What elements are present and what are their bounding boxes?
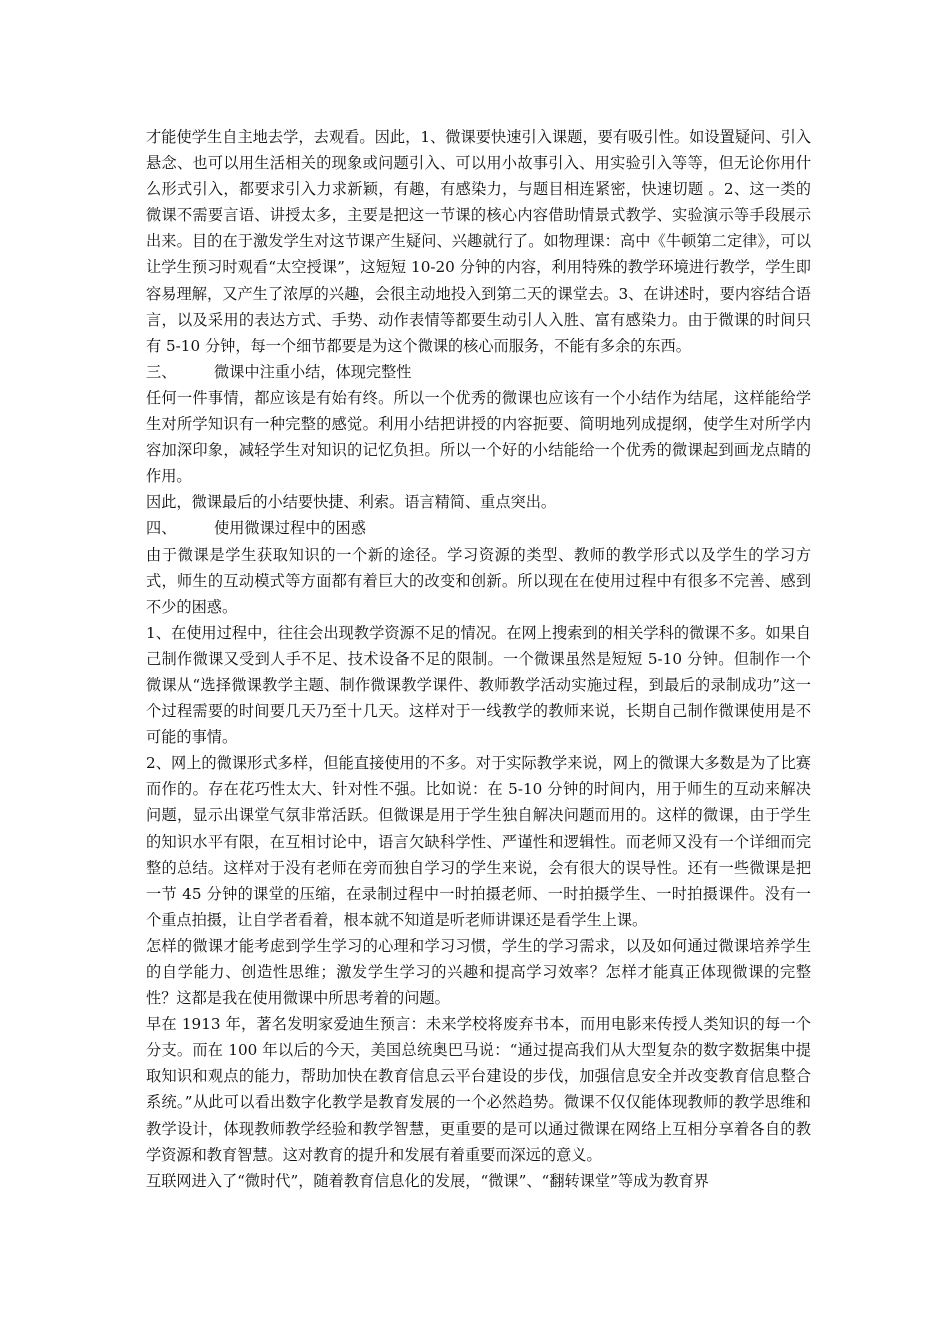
section-number-3: 三、 (146, 362, 177, 381)
paragraph-edison: 早在 1913 年，著名发明家爱迪生预言：未来学校将废弃书本，而用电影来传授人类知识的每一个分支。而在 100 年以后的今天，美国总统奥巴马说：“通过提高我们从大型复杂的数字数据集中提取知识和观点的能力，帮助加快在教育信息云平台建设的步伐，加强信息安全并改变教育信息整合系统。”从此可以看出数字化教学是教育发展的一个必然趋势。微课不仅仅能体现教师的教学思维和教学设计，体现教师教学经验和教学智慧，更重要的是可以通过微课在网络上互相分享着各自的教学资源和教育智慧。这对教育的提升和发展有着重要而深远的意义。 (146, 1015, 811, 1164)
section-number-4: 四、 (146, 519, 177, 538)
section-title-3: 微课中注重小结，体现完整性 (214, 362, 412, 381)
document-body (146, 124, 811, 1194)
paragraph-summary-2: 因此，微课最后的小结要快捷、利索。语言精简、重点突出。 (146, 493, 557, 512)
section-title-4: 使用微课过程中的困惑 (214, 519, 366, 538)
section-heading-3 (146, 359, 811, 385)
paragraph-summary-1: 任何一件事情，都应该是有始有终。所以一个优秀的微课也应该有一个小结作为结尾，这样能给学生对所学知识有一种完整的感觉。利用小结把讲授的内容扼要、简明地列成提纲，使学生对所学内容加深印象，减轻学生对知识的记忆负担。所以一个好的小结能给一个优秀的微课起到画龙点睛的作用。 (146, 388, 811, 486)
paragraph-intro: 才能使学生自主地去学，去观看。因此，1、微课要快速引入课题，要有吸引性。如设置疑问、引入悬念、也可以用生活相关的现象或问题引入、可以用小故事引入、用实验引入等等，但无论你用什么形式引入，都要求引入力求新颖，有趣，有感染力，与题目相连紧密，快速切题 。2、这一类的微课不需要言语、讲授太多，主要是把这一节课的核心内容借助情景式教学、实验演示等手段展示出来。目的在于激发学生对这节课产生疑问、兴趣就行了。如物理课：高中《牛顿第二定律》，可以让学生预习时观看“太空授课”，这短短 10-20 分钟的内容，利用特殊的教学环境进行教学，学生即容易理解，又产生了浓厚的兴趣，会很主动地投入到第二天的课堂去。3、在讲述时，要内容结合语言，以及采用的表达方式、手势、动作表情等都要生动引人入胜、富有感染力。由于微课的时间只有 5-10 分钟，每一个细节都要是为这个微课的核心而服务，不能有多余的东西。 (146, 128, 811, 355)
paragraph-confusion-intro: 由于微课是学生获取知识的一个新的途径。学习资源的类型、教师的教学形式以及学生的学习方式，师生的互动模式等方面都有着巨大的改变和创新。所以现在在使用过程中有很多不完善、感到不少的困惑。 (146, 545, 811, 616)
paragraph-reflection: 怎样的微课才能考虑到学生学习的心理和学习习惯，学生的学习需求，以及如何通过微课培养学生的自学能力、创造性思维；激发学生学习的兴趣和提高学习效率？怎样才能真正体现微课的完整性？这都是我在使用微课中所思考着的问题。 (146, 936, 811, 1008)
paragraph-confusion-1: 1、在使用过程中，往往会出现教学资源不足的情况。在网上搜索到的相关学科的微课不多。如果自己制作微课又受到人手不足、技术设备不足的限制。一个微课虽然是短短 5-10 分钟。但制作一个微课从“选择微课教学主题、制作微课教学课件、教师教学活动实施过程，到最后的录制成功”这一个过程需要的时间要几天乃至十几天。这样对于一线教学的教师来说，长期自己制作微课使用是不可能的事情。 (146, 623, 811, 747)
section-heading-4 (146, 515, 811, 541)
paragraph-confusion-2: 2、网上的微课形式多样，但能直接使用的不多。对于实际教学来说，网上的微课大多数是为了比赛而作的。存在花巧性太大、针对性不强。比如说：在 5-10 分钟的时间内，用于师生的互动来解决问题，显示出课堂气氛非常活跃。但微课是用于学生独自解决问题而用的。这样的微课，由于学生的知识水平有限，在互相讨论中，语言欠缺科学性、严谨性和逻辑性。而老师又没有一个详细而完整的总结。这样对于没有老师在旁而独自学习的学生来说，会有很大的误导性。还有一些微课是把一节 45 分钟的课堂的压缩，在录制过程中一时拍摄老师、一时拍摄学生、一时拍摄课件。没有一个重点拍摄，让自学者看着，根本就不知道是听老师讲课还是看学生上课。 (146, 754, 811, 929)
paragraph-micro-era: 互联网进入了“微时代”，随着教育信息化的发展，“微课”、“翻转课堂”等成为教育界 (146, 1171, 709, 1190)
